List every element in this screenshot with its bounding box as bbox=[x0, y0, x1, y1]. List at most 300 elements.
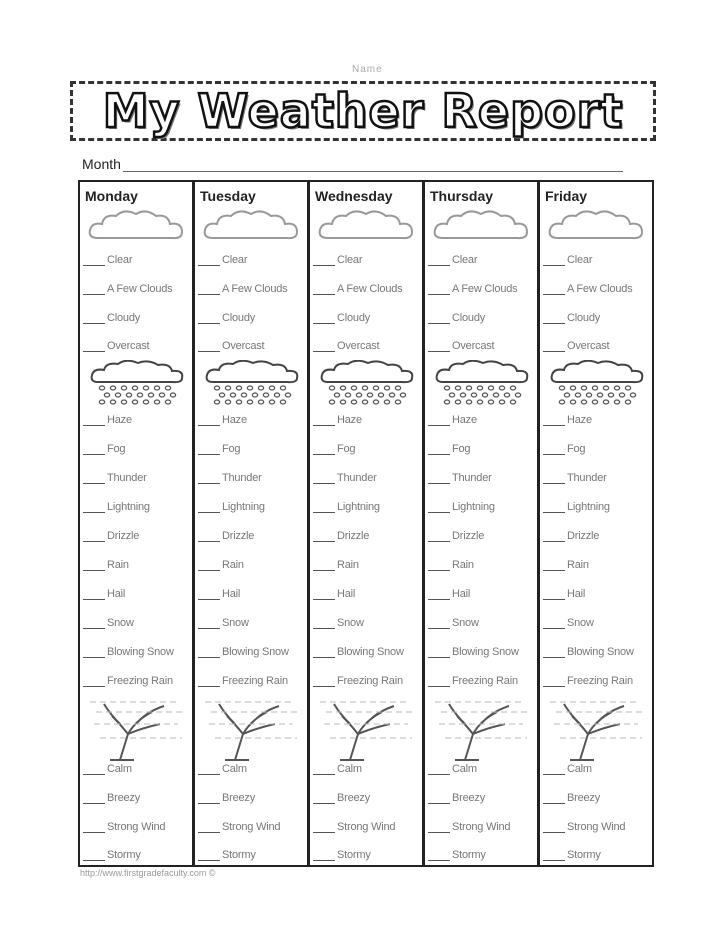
windy-tree-icon bbox=[435, 694, 531, 762]
check-blank[interactable] bbox=[428, 415, 450, 426]
weather-checkbox-item[interactable] bbox=[198, 530, 254, 542]
weather-item-label: Snow bbox=[107, 617, 134, 629]
weather-item-label: Overcast bbox=[452, 340, 495, 352]
weather-checkbox-item[interactable] bbox=[543, 340, 609, 352]
weather-checkbox-item[interactable] bbox=[83, 559, 129, 571]
weather-checkbox-item[interactable] bbox=[428, 283, 517, 295]
weather-checkbox-item[interactable] bbox=[198, 414, 247, 426]
weather-item-label: A Few Clouds bbox=[452, 283, 518, 295]
check-blank[interactable] bbox=[83, 531, 105, 542]
weather-checkbox-item[interactable] bbox=[428, 340, 494, 352]
weather-checkbox-item[interactable] bbox=[428, 675, 518, 687]
weather-checkbox-item[interactable] bbox=[83, 588, 125, 600]
month-row bbox=[82, 156, 623, 172]
day-heading: Monday bbox=[85, 188, 138, 204]
weather-item-label: Calm bbox=[452, 763, 477, 775]
weather-checkbox-item[interactable] bbox=[198, 646, 289, 658]
weather-item-label: Drizzle bbox=[337, 530, 370, 542]
windy-tree-icon bbox=[90, 694, 186, 762]
check-blank[interactable] bbox=[83, 444, 105, 455]
weather-item-label: Thunder bbox=[337, 472, 377, 484]
check-blank[interactable] bbox=[198, 502, 220, 513]
weather-checkbox-item[interactable] bbox=[543, 414, 592, 426]
weather-checkbox-item[interactable] bbox=[198, 472, 262, 484]
weather-item-label: Breezy bbox=[337, 792, 371, 804]
weather-item-label: Clear bbox=[222, 254, 248, 266]
weather-checkbox-item[interactable] bbox=[198, 443, 240, 455]
weather-item-label: Stormy bbox=[222, 849, 256, 861]
weather-item-label: Hail bbox=[222, 588, 241, 600]
weather-item-label: Blowing Snow bbox=[222, 646, 289, 658]
weather-checkbox-item[interactable] bbox=[428, 821, 510, 833]
check-blank[interactable] bbox=[543, 793, 565, 804]
check-blank[interactable] bbox=[428, 502, 450, 513]
check-blank[interactable] bbox=[428, 313, 450, 324]
check-blank[interactable] bbox=[543, 618, 565, 629]
weather-item-label: Breezy bbox=[107, 792, 141, 804]
weather-item-label: Blowing Snow bbox=[337, 646, 404, 658]
weather-item-label: Blowing Snow bbox=[107, 646, 174, 658]
weather-checkbox-item[interactable] bbox=[83, 283, 172, 295]
check-blank[interactable] bbox=[543, 676, 565, 687]
weather-checkbox-item[interactable] bbox=[83, 530, 139, 542]
weather-item-label: Cloudy bbox=[452, 312, 486, 324]
check-blank[interactable] bbox=[198, 764, 220, 775]
check-blank[interactable] bbox=[198, 822, 220, 833]
weather-checkbox-item[interactable] bbox=[313, 530, 369, 542]
day-column bbox=[80, 182, 195, 865]
weather-checkbox-item[interactable] bbox=[313, 312, 370, 324]
weather-item-label: Clear bbox=[452, 254, 478, 266]
weather-item-label: Thunder bbox=[107, 472, 147, 484]
weather-checkbox-item[interactable] bbox=[198, 340, 264, 352]
weather-item-label: Blowing Snow bbox=[452, 646, 519, 658]
weather-item-label: Freezing Rain bbox=[567, 675, 633, 687]
weather-item-label: Lightning bbox=[337, 501, 380, 513]
weather-checkbox-item[interactable] bbox=[198, 821, 280, 833]
weather-item-label: Thunder bbox=[567, 472, 607, 484]
check-blank[interactable] bbox=[198, 313, 220, 324]
weather-checkbox-item[interactable] bbox=[198, 254, 247, 266]
weather-checkbox-item[interactable] bbox=[198, 763, 247, 775]
month-line[interactable] bbox=[123, 159, 623, 172]
weather-checkbox-item[interactable] bbox=[83, 501, 150, 513]
weather-item-label: Hail bbox=[452, 588, 471, 600]
check-blank[interactable] bbox=[198, 850, 220, 861]
weather-checkbox-item[interactable] bbox=[313, 443, 355, 455]
check-blank[interactable] bbox=[428, 618, 450, 629]
day-heading: Tuesday bbox=[200, 188, 256, 204]
check-blank[interactable] bbox=[543, 531, 565, 542]
check-blank[interactable] bbox=[543, 255, 565, 266]
check-blank[interactable] bbox=[313, 560, 335, 571]
weather-checkbox-item[interactable] bbox=[198, 675, 288, 687]
weather-item-label: Hail bbox=[337, 588, 356, 600]
weather-item-label: Hail bbox=[107, 588, 126, 600]
weather-item-label: Drizzle bbox=[567, 530, 600, 542]
check-blank[interactable] bbox=[543, 850, 565, 861]
weather-checkbox-item[interactable] bbox=[83, 617, 134, 629]
weather-item-label: Stormy bbox=[107, 849, 141, 861]
weather-item-label: Blowing Snow bbox=[567, 646, 634, 658]
check-blank[interactable] bbox=[313, 502, 335, 513]
weather-checkbox-item[interactable] bbox=[543, 792, 600, 804]
weather-item-label: Fog bbox=[567, 443, 586, 455]
check-blank[interactable] bbox=[313, 676, 335, 687]
check-blank[interactable] bbox=[83, 589, 105, 600]
weather-item-label: Rain bbox=[452, 559, 474, 571]
weather-item-label: Cloudy bbox=[107, 312, 141, 324]
weather-checkbox-item[interactable] bbox=[428, 763, 477, 775]
check-blank[interactable] bbox=[313, 313, 335, 324]
check-blank[interactable] bbox=[198, 284, 220, 295]
check-blank[interactable] bbox=[198, 444, 220, 455]
weather-item-label: Rain bbox=[337, 559, 359, 571]
weather-item-label: Fog bbox=[107, 443, 126, 455]
weather-checkbox-item[interactable] bbox=[198, 617, 249, 629]
check-blank[interactable] bbox=[543, 444, 565, 455]
weather-checkbox-item[interactable] bbox=[428, 443, 470, 455]
weather-item-label: Snow bbox=[567, 617, 594, 629]
check-blank[interactable] bbox=[543, 502, 565, 513]
check-blank[interactable] bbox=[543, 415, 565, 426]
weather-checkbox-item[interactable] bbox=[83, 472, 147, 484]
check-blank[interactable] bbox=[198, 618, 220, 629]
weather-item-label: Overcast bbox=[337, 340, 380, 352]
weather-item-label: Calm bbox=[222, 763, 247, 775]
weather-checkbox-item[interactable] bbox=[83, 646, 174, 658]
weather-checkbox-item[interactable] bbox=[543, 617, 594, 629]
weather-checkbox-item[interactable] bbox=[428, 588, 470, 600]
weather-item-label: A Few Clouds bbox=[337, 283, 403, 295]
weather-item-label: Snow bbox=[452, 617, 479, 629]
check-blank[interactable] bbox=[313, 764, 335, 775]
weather-checkbox-item[interactable] bbox=[83, 443, 125, 455]
weather-checkbox-item[interactable] bbox=[313, 792, 370, 804]
weather-item-label: Calm bbox=[107, 763, 132, 775]
check-blank[interactable] bbox=[198, 647, 220, 658]
rain-cloud-icon bbox=[318, 360, 416, 408]
weather-checkbox-item[interactable] bbox=[543, 821, 625, 833]
weather-item-label: Stormy bbox=[452, 849, 486, 861]
weather-checkbox-item[interactable] bbox=[543, 675, 633, 687]
weather-item-label: Haze bbox=[107, 414, 132, 426]
day-heading: Friday bbox=[545, 188, 588, 204]
day-heading: Wednesday bbox=[315, 188, 393, 204]
weather-checkbox-item[interactable] bbox=[543, 763, 592, 775]
weather-item-label: Rain bbox=[222, 559, 244, 571]
weather-checkbox-item[interactable] bbox=[83, 254, 132, 266]
weather-item-label: Lightning bbox=[567, 501, 610, 513]
check-blank[interactable] bbox=[83, 284, 105, 295]
check-blank[interactable] bbox=[543, 589, 565, 600]
weather-item-label: Drizzle bbox=[222, 530, 255, 542]
weather-item-label: Thunder bbox=[222, 472, 262, 484]
check-blank[interactable] bbox=[198, 415, 220, 426]
weather-item-label: Rain bbox=[567, 559, 589, 571]
weather-checkbox-item[interactable] bbox=[198, 588, 240, 600]
check-blank[interactable] bbox=[313, 850, 335, 861]
weather-checkbox-item[interactable] bbox=[83, 340, 149, 352]
weather-item-label: Freezing Rain bbox=[222, 675, 288, 687]
weather-checkbox-item[interactable] bbox=[543, 588, 585, 600]
weather-item-label: A Few Clouds bbox=[222, 283, 288, 295]
weather-checkbox-item[interactable] bbox=[428, 254, 477, 266]
check-blank[interactable] bbox=[428, 284, 450, 295]
check-blank[interactable] bbox=[198, 676, 220, 687]
weather-checkbox-item[interactable] bbox=[428, 849, 486, 861]
weather-item-label: A Few Clouds bbox=[107, 283, 173, 295]
weather-checkbox-item[interactable] bbox=[428, 312, 485, 324]
check-blank[interactable] bbox=[428, 850, 450, 861]
check-blank[interactable] bbox=[198, 473, 220, 484]
weather-item-label: Strong Wind bbox=[337, 821, 396, 833]
check-blank[interactable] bbox=[428, 793, 450, 804]
weather-checkbox-item[interactable] bbox=[428, 530, 484, 542]
weather-item-label: Breezy bbox=[222, 792, 256, 804]
weather-checkbox-item[interactable] bbox=[543, 312, 600, 324]
weather-item-label: Snow bbox=[337, 617, 364, 629]
weather-checkbox-item[interactable] bbox=[428, 646, 519, 658]
weather-item-label: Haze bbox=[337, 414, 362, 426]
rain-cloud-icon bbox=[433, 360, 531, 408]
weather-item-label: Fog bbox=[452, 443, 471, 455]
check-blank[interactable] bbox=[313, 255, 335, 266]
footer-credit: http://www.firstgradefaculty.com © bbox=[80, 868, 216, 878]
check-blank[interactable] bbox=[543, 341, 565, 352]
rain-cloud-icon bbox=[548, 360, 646, 408]
weather-checkbox-item[interactable] bbox=[428, 414, 477, 426]
check-blank[interactable] bbox=[428, 589, 450, 600]
day-column bbox=[310, 182, 425, 865]
weather-item-label: Fog bbox=[337, 443, 356, 455]
check-blank[interactable] bbox=[543, 313, 565, 324]
check-blank[interactable] bbox=[313, 415, 335, 426]
check-blank[interactable] bbox=[83, 793, 105, 804]
weather-checkbox-item[interactable] bbox=[313, 617, 364, 629]
check-blank[interactable] bbox=[83, 313, 105, 324]
weather-item-label: Stormy bbox=[337, 849, 371, 861]
check-blank[interactable] bbox=[83, 415, 105, 426]
check-blank[interactable] bbox=[313, 444, 335, 455]
weather-checkbox-item[interactable] bbox=[198, 501, 265, 513]
weather-item-label: Freezing Rain bbox=[337, 675, 403, 687]
weather-item-label: Lightning bbox=[222, 501, 265, 513]
check-blank[interactable] bbox=[198, 341, 220, 352]
weather-item-label: Lightning bbox=[107, 501, 150, 513]
month-label: Month bbox=[82, 156, 121, 172]
weather-checkbox-item[interactable] bbox=[198, 792, 255, 804]
weather-item-label: Cloudy bbox=[567, 312, 601, 324]
check-blank[interactable] bbox=[428, 444, 450, 455]
title-banner bbox=[70, 81, 656, 141]
weather-item-label: A Few Clouds bbox=[567, 283, 633, 295]
check-blank[interactable] bbox=[313, 531, 335, 542]
check-blank[interactable] bbox=[543, 560, 565, 571]
weather-checkbox-item[interactable] bbox=[313, 588, 355, 600]
check-blank[interactable] bbox=[83, 676, 105, 687]
check-blank[interactable] bbox=[428, 676, 450, 687]
weather-checkbox-item[interactable] bbox=[83, 792, 140, 804]
weather-item-label: Strong Wind bbox=[567, 821, 626, 833]
cloud-icon bbox=[316, 206, 416, 246]
weather-item-label: Breezy bbox=[567, 792, 601, 804]
weather-checkbox-item[interactable] bbox=[313, 849, 371, 861]
check-blank[interactable] bbox=[83, 341, 105, 352]
check-blank[interactable] bbox=[313, 284, 335, 295]
weather-item-label: Calm bbox=[337, 763, 362, 775]
check-blank[interactable] bbox=[428, 764, 450, 775]
weather-checkbox-item[interactable] bbox=[83, 763, 132, 775]
check-blank[interactable] bbox=[543, 647, 565, 658]
weather-item-label: Calm bbox=[567, 763, 592, 775]
check-blank[interactable] bbox=[83, 560, 105, 571]
check-blank[interactable] bbox=[83, 647, 105, 658]
weather-item-label: Clear bbox=[567, 254, 593, 266]
weather-item-label: Freezing Rain bbox=[107, 675, 173, 687]
weather-item-label: Lightning bbox=[452, 501, 495, 513]
weather-item-label: Snow bbox=[222, 617, 249, 629]
check-blank[interactable] bbox=[83, 255, 105, 266]
weather-checkbox-item[interactable] bbox=[428, 792, 485, 804]
weather-item-label: Overcast bbox=[567, 340, 610, 352]
weather-item-label: Overcast bbox=[107, 340, 150, 352]
rain-cloud-icon bbox=[88, 360, 186, 408]
weather-checkbox-item[interactable] bbox=[83, 821, 165, 833]
check-blank[interactable] bbox=[198, 560, 220, 571]
weather-checkbox-item[interactable] bbox=[83, 675, 173, 687]
check-blank[interactable] bbox=[313, 647, 335, 658]
weather-item-label: Overcast bbox=[222, 340, 265, 352]
check-blank[interactable] bbox=[543, 473, 565, 484]
check-blank[interactable] bbox=[428, 560, 450, 571]
weather-checkbox-item[interactable] bbox=[543, 254, 592, 266]
weather-checkbox-item[interactable] bbox=[543, 849, 601, 861]
weather-item-label: Strong Wind bbox=[107, 821, 166, 833]
check-blank[interactable] bbox=[198, 793, 220, 804]
page-title: My Weather Report bbox=[102, 84, 624, 138]
name-label: Name bbox=[352, 64, 383, 75]
weather-item-label: Clear bbox=[337, 254, 363, 266]
cloud-icon bbox=[431, 206, 531, 246]
check-blank[interactable] bbox=[313, 793, 335, 804]
weather-checkbox-item[interactable] bbox=[313, 821, 395, 833]
weather-checkbox-item[interactable] bbox=[313, 763, 362, 775]
windy-tree-icon bbox=[320, 694, 416, 762]
weather-checkbox-item[interactable] bbox=[428, 501, 495, 513]
check-blank[interactable] bbox=[428, 473, 450, 484]
weather-item-label: Cloudy bbox=[337, 312, 371, 324]
check-blank[interactable] bbox=[198, 531, 220, 542]
weather-item-label: Fog bbox=[222, 443, 241, 455]
weather-checkbox-item[interactable] bbox=[543, 646, 634, 658]
check-blank[interactable] bbox=[428, 341, 450, 352]
check-blank[interactable] bbox=[428, 255, 450, 266]
check-blank[interactable] bbox=[83, 822, 105, 833]
weather-checkbox-item[interactable] bbox=[543, 530, 599, 542]
check-blank[interactable] bbox=[543, 764, 565, 775]
check-blank[interactable] bbox=[543, 284, 565, 295]
weather-checkbox-item[interactable] bbox=[198, 283, 287, 295]
day-heading: Thursday bbox=[430, 188, 494, 204]
weather-item-label: Haze bbox=[567, 414, 592, 426]
check-blank[interactable] bbox=[428, 822, 450, 833]
check-blank[interactable] bbox=[83, 618, 105, 629]
check-blank[interactable] bbox=[198, 589, 220, 600]
check-blank[interactable] bbox=[83, 764, 105, 775]
weather-checkbox-item[interactable] bbox=[543, 559, 589, 571]
check-blank[interactable] bbox=[83, 850, 105, 861]
weather-checkbox-item[interactable] bbox=[428, 472, 492, 484]
weather-checkbox-item[interactable] bbox=[313, 254, 362, 266]
check-blank[interactable] bbox=[313, 341, 335, 352]
weather-item-label: Stormy bbox=[567, 849, 601, 861]
weather-checkbox-item[interactable] bbox=[428, 559, 474, 571]
weather-checkbox-item[interactable] bbox=[543, 283, 632, 295]
weather-checkbox-item[interactable] bbox=[83, 414, 132, 426]
check-blank[interactable] bbox=[313, 822, 335, 833]
weather-item-label: Haze bbox=[222, 414, 247, 426]
check-blank[interactable] bbox=[313, 473, 335, 484]
weather-checkbox-item[interactable] bbox=[543, 501, 610, 513]
weather-checkbox-item[interactable] bbox=[543, 472, 607, 484]
check-blank[interactable] bbox=[428, 647, 450, 658]
cloud-icon bbox=[86, 206, 186, 246]
windy-tree-icon bbox=[550, 694, 646, 762]
check-blank[interactable] bbox=[313, 589, 335, 600]
check-blank[interactable] bbox=[83, 473, 105, 484]
weather-item-label: Breezy bbox=[452, 792, 486, 804]
weather-checkbox-item[interactable] bbox=[313, 675, 403, 687]
weather-item-label: Clear bbox=[107, 254, 133, 266]
weather-checkbox-item[interactable] bbox=[198, 559, 244, 571]
weather-checkbox-item[interactable] bbox=[198, 849, 256, 861]
weather-item-label: Hail bbox=[567, 588, 586, 600]
check-blank[interactable] bbox=[313, 618, 335, 629]
weather-item-label: Haze bbox=[452, 414, 477, 426]
weather-item-label: Cloudy bbox=[222, 312, 256, 324]
weather-checkbox-item[interactable] bbox=[313, 501, 380, 513]
check-blank[interactable] bbox=[198, 255, 220, 266]
weather-item-label: Thunder bbox=[452, 472, 492, 484]
weather-grid bbox=[78, 180, 654, 867]
weather-item-label: Strong Wind bbox=[452, 821, 511, 833]
weather-item-label: Rain bbox=[107, 559, 129, 571]
weather-checkbox-item[interactable] bbox=[543, 443, 585, 455]
weather-checkbox-item[interactable] bbox=[313, 283, 402, 295]
weather-item-label: Freezing Rain bbox=[452, 675, 518, 687]
weather-checkbox-item[interactable] bbox=[83, 312, 140, 324]
weather-checkbox-item[interactable] bbox=[313, 646, 404, 658]
windy-tree-icon bbox=[205, 694, 301, 762]
check-blank[interactable] bbox=[543, 822, 565, 833]
weather-item-label: Strong Wind bbox=[222, 821, 281, 833]
day-column bbox=[425, 182, 540, 865]
weather-checkbox-item[interactable] bbox=[83, 849, 141, 861]
check-blank[interactable] bbox=[428, 531, 450, 542]
rain-cloud-icon bbox=[203, 360, 301, 408]
cloud-icon bbox=[546, 206, 646, 246]
weather-checkbox-item[interactable] bbox=[198, 312, 255, 324]
weather-checkbox-item[interactable] bbox=[313, 414, 362, 426]
weather-item-label: Drizzle bbox=[452, 530, 485, 542]
check-blank[interactable] bbox=[83, 502, 105, 513]
weather-checkbox-item[interactable] bbox=[313, 559, 359, 571]
weather-checkbox-item[interactable] bbox=[313, 472, 377, 484]
weather-checkbox-item[interactable] bbox=[313, 340, 379, 352]
weather-checkbox-item[interactable] bbox=[428, 617, 479, 629]
weather-item-label: Drizzle bbox=[107, 530, 140, 542]
